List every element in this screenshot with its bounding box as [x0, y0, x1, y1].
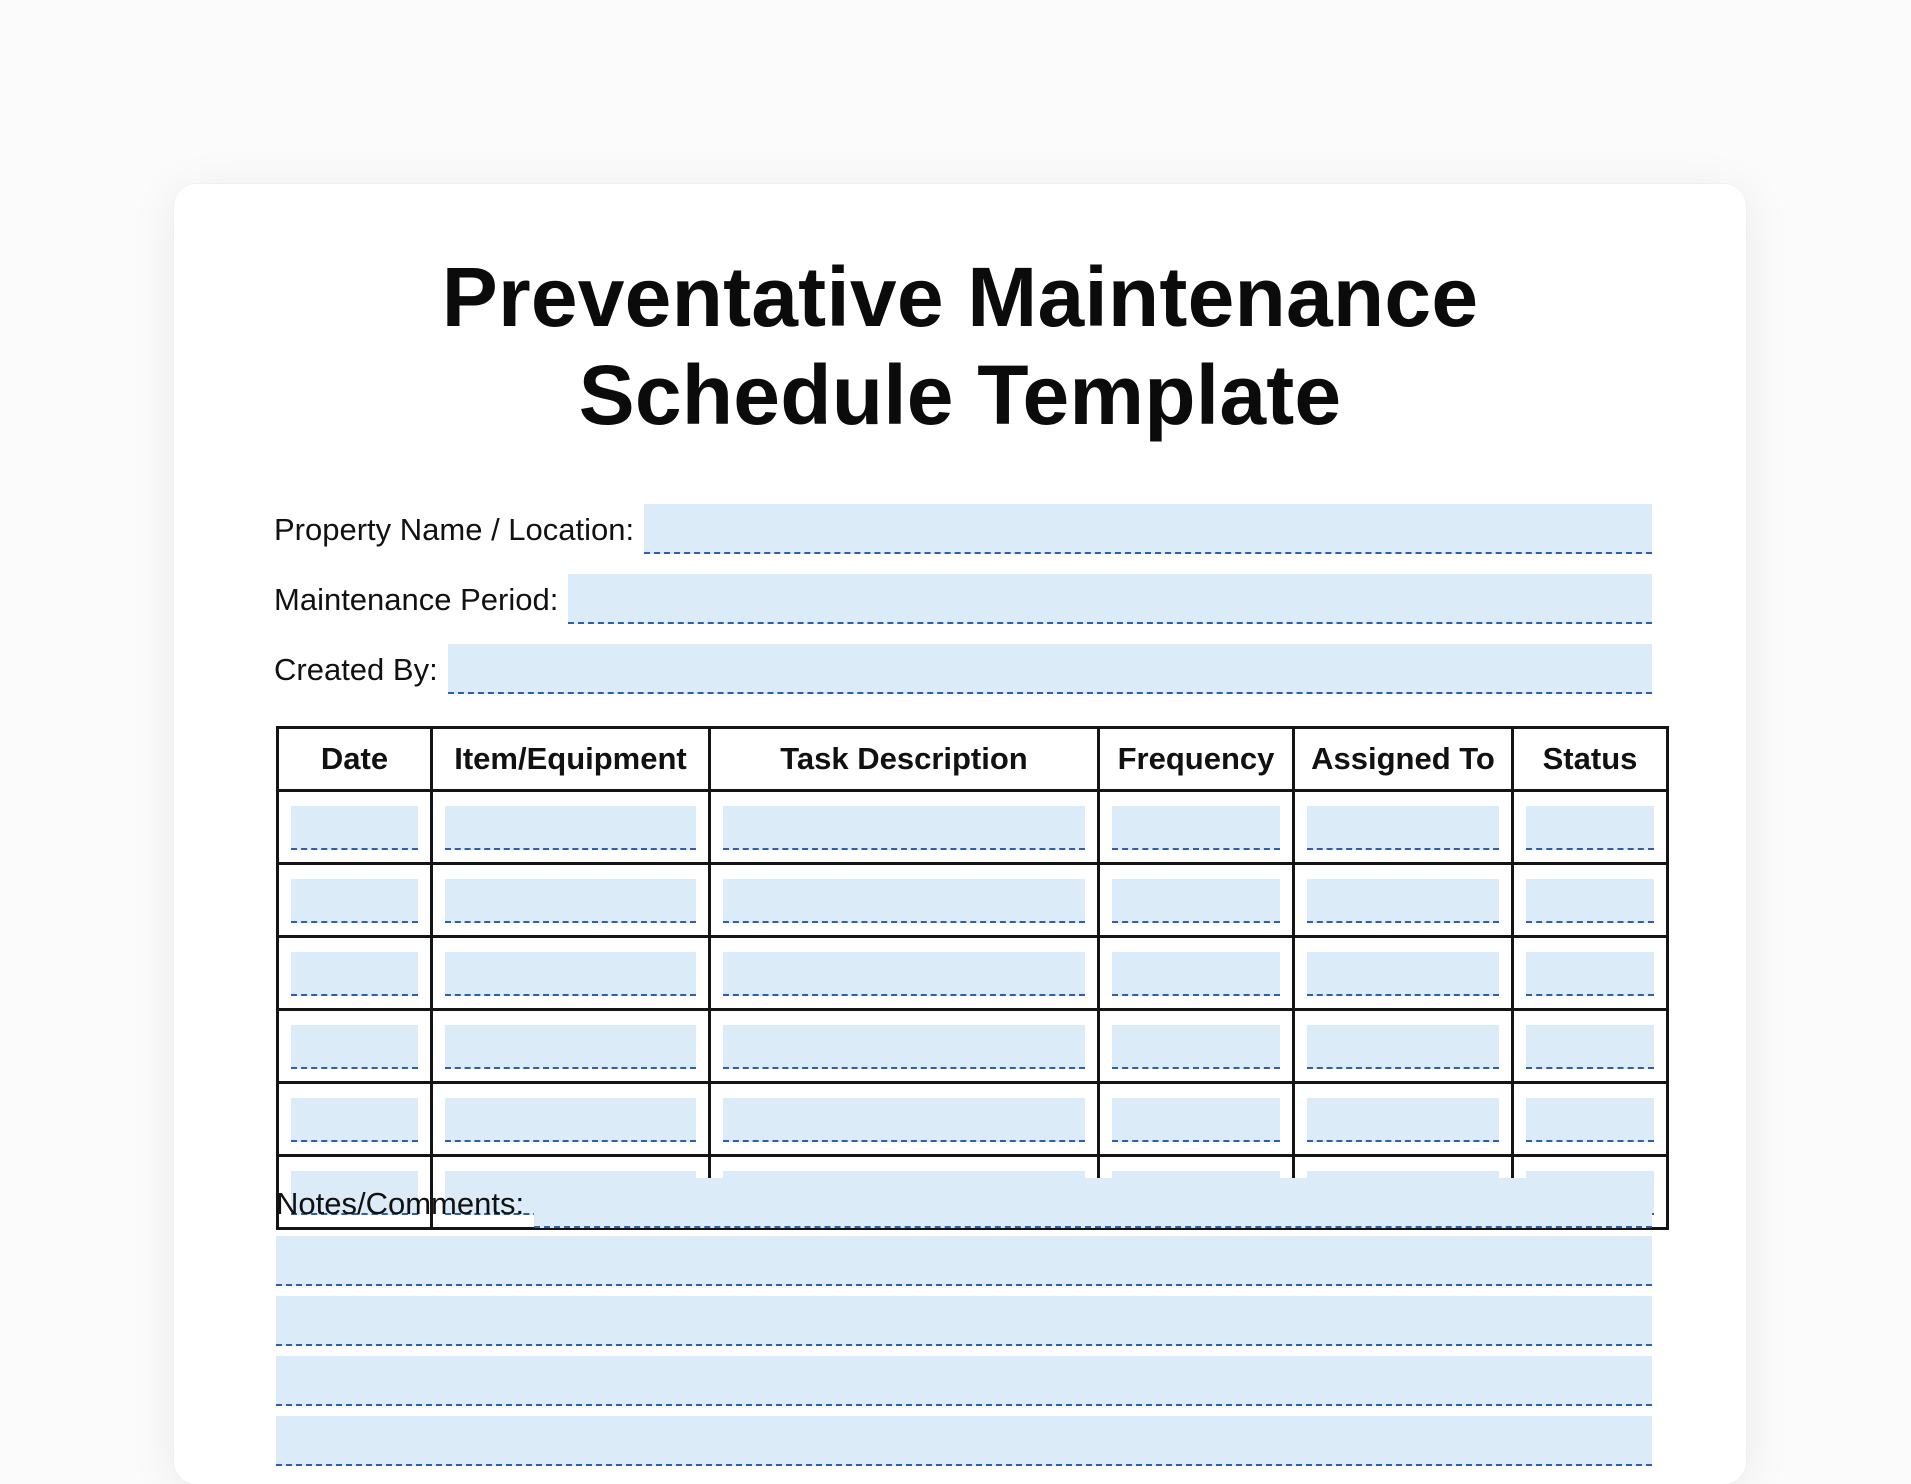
- table-cell: [278, 1083, 432, 1156]
- table-row: [278, 937, 1668, 1010]
- table-cell: [432, 1010, 710, 1083]
- table-cell-field[interactable]: [1112, 879, 1280, 923]
- property-name-field[interactable]: [644, 504, 1652, 554]
- table-row: [278, 1010, 1668, 1083]
- table-cell: [1294, 1083, 1513, 1156]
- table-cell-field[interactable]: [1526, 806, 1654, 850]
- created-by-row: [274, 642, 1652, 694]
- table-cell: [1513, 791, 1668, 864]
- table-cell-field[interactable]: [445, 1098, 696, 1142]
- column-header-date: Date: [278, 728, 432, 791]
- table-cell: [1513, 937, 1668, 1010]
- property-name-label: Property Name / Location:: [274, 512, 635, 547]
- table-cell-field[interactable]: [723, 952, 1085, 996]
- column-header-assigned-to: Assigned To: [1294, 728, 1513, 791]
- table-cell-field[interactable]: [723, 879, 1085, 923]
- page-title-line-2: Schedule Template: [578, 348, 1342, 442]
- table-cell: [1099, 791, 1294, 864]
- table-cell: [1513, 1010, 1668, 1083]
- table-cell-field[interactable]: [291, 1098, 418, 1142]
- table-cell: [1513, 864, 1668, 937]
- table-cell: [1513, 1083, 1668, 1156]
- notes-line-field[interactable]: [276, 1356, 1652, 1406]
- table-cell: [1099, 864, 1294, 937]
- table-cell-field[interactable]: [1526, 1025, 1654, 1069]
- table-cell: [1099, 937, 1294, 1010]
- maintenance-period-row: [274, 572, 1652, 624]
- page-title-line-1: Preventative Maintenance: [441, 250, 1479, 344]
- form-sheet: [174, 184, 1746, 1484]
- table-cell-field[interactable]: [445, 806, 696, 850]
- table-row: [278, 1083, 1668, 1156]
- column-header-frequency: Frequency: [1099, 728, 1294, 791]
- schedule-table: [276, 726, 1669, 1230]
- table-cell: [432, 791, 710, 864]
- table-cell-field[interactable]: [1526, 952, 1654, 996]
- maintenance-period-field[interactable]: [568, 574, 1652, 624]
- table-cell: [1099, 1083, 1294, 1156]
- table-cell: [1294, 937, 1513, 1010]
- table-cell: [278, 864, 432, 937]
- column-header-status: Status: [1513, 728, 1668, 791]
- column-header-task-description: Task Description: [710, 728, 1099, 791]
- table-cell-field[interactable]: [1307, 1025, 1499, 1069]
- table-cell: [710, 864, 1099, 937]
- table-cell-field[interactable]: [291, 879, 418, 923]
- table-cell: [710, 937, 1099, 1010]
- table-cell: [278, 1010, 432, 1083]
- table-cell: [432, 1083, 710, 1156]
- notes-row: [276, 1176, 1652, 1228]
- notes-field[interactable]: [534, 1178, 1652, 1228]
- table-cell-field[interactable]: [445, 1025, 696, 1069]
- table-cell: [1294, 791, 1513, 864]
- table-body: [278, 791, 1668, 1229]
- table-cell-field[interactable]: [1112, 952, 1280, 996]
- table-row: [278, 864, 1668, 937]
- notes-lines: [276, 1236, 1652, 1476]
- table-cell: [710, 1010, 1099, 1083]
- table-cell: [1294, 1010, 1513, 1083]
- table-row: [278, 791, 1668, 864]
- table-cell: [432, 864, 710, 937]
- table-cell-field[interactable]: [291, 806, 418, 850]
- notes-label: Notes/Comments:: [276, 1186, 525, 1221]
- table-cell-field[interactable]: [1526, 879, 1654, 923]
- table-cell-field[interactable]: [291, 1025, 418, 1069]
- page-title: [174, 248, 1746, 444]
- table-cell-field[interactable]: [723, 1025, 1085, 1069]
- table-cell: [278, 791, 432, 864]
- table-cell: [710, 1083, 1099, 1156]
- table-cell: [432, 937, 710, 1010]
- table-cell-field[interactable]: [445, 952, 696, 996]
- table-cell-field[interactable]: [723, 1098, 1085, 1142]
- table-cell: [1294, 864, 1513, 937]
- table-cell-field[interactable]: [1112, 806, 1280, 850]
- table-cell-field[interactable]: [723, 806, 1085, 850]
- notes-line-field[interactable]: [276, 1416, 1652, 1466]
- table-header-row: [278, 728, 1668, 791]
- notes-line-field[interactable]: [276, 1236, 1652, 1286]
- property-name-row: [274, 502, 1652, 554]
- table-cell-field[interactable]: [1526, 1098, 1654, 1142]
- table-cell-field[interactable]: [445, 879, 696, 923]
- table-cell-field[interactable]: [291, 952, 418, 996]
- created-by-label: Created By:: [274, 652, 438, 687]
- table-cell: [710, 791, 1099, 864]
- table-cell: [278, 937, 432, 1010]
- table-cell-field[interactable]: [1112, 1025, 1280, 1069]
- table-cell-field[interactable]: [1112, 1098, 1280, 1142]
- created-by-field[interactable]: [448, 644, 1652, 694]
- maintenance-period-label: Maintenance Period:: [274, 582, 559, 617]
- notes-line-field[interactable]: [276, 1296, 1652, 1346]
- table-cell-field[interactable]: [1307, 952, 1499, 996]
- table-cell-field[interactable]: [1307, 806, 1499, 850]
- table-cell-field[interactable]: [1307, 1098, 1499, 1142]
- column-header-item-equipment: Item/Equipment: [432, 728, 710, 791]
- table-cell: [1099, 1010, 1294, 1083]
- table-cell-field[interactable]: [1307, 879, 1499, 923]
